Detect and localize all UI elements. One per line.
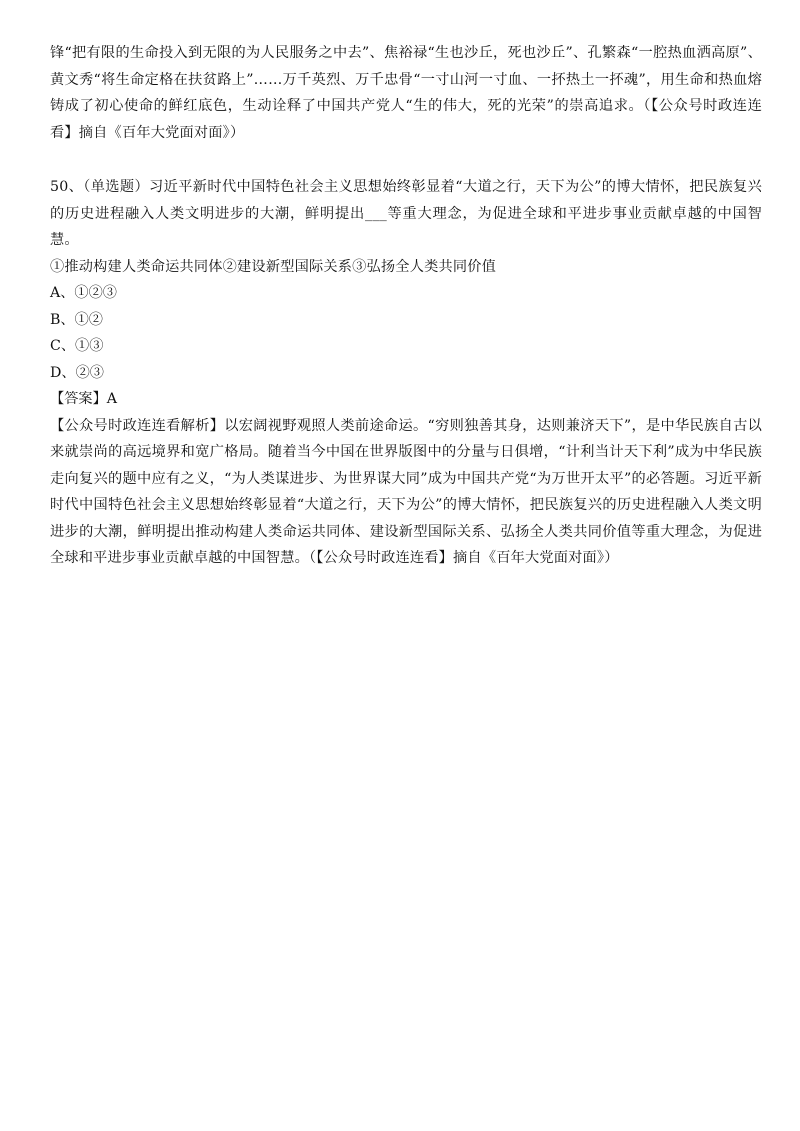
analysis-paragraph: 【公众号时政连连看解析】以宏阔视野观照人类前途命运。“穷则独善其身，达则兼济天下”，是中华民族自古以来就崇尚的高远境界和宽广格局。随着当今中国在世界版图中的分量与日俱增，“计利当计天下利”成为中华民族走向复兴的题中应有之义，“为人类谋进步、为世界谋大同”成为中国共产党“为万世开太平”的必答题。习近平新时代中国特色社会主义思想始终彰显着“大道之行，天下为公”的博大情怀，把民族复兴的历史进程融入人类文明进步的大潮，鲜明提出推动构建人类命运共同体、建设新型国际关系、弘扬全人类共同价值等重大理念，为促进全球和平进步事业贡献卓越的中国智慧。（【公众号时政连连看】摘自《百年大党面对面》） bbox=[50, 417, 762, 566]
option-b: B、①② bbox=[50, 311, 103, 328]
option-a: A、①②③ bbox=[50, 285, 117, 301]
question-stem: 50、（单选题）习近平新时代中国特色社会主义思想始终彰显着“大道之行，天下为公”的博大情怀，把民族复兴的历史进程融入人类文明进步的大潮，鲜明提出___等重大理念，为促进全球和平进步事业贡献卓越的中国智慧。 bbox=[50, 179, 762, 248]
paragraph-gap bbox=[50, 146, 762, 174]
document-page bbox=[50, 40, 762, 572]
option-d: D、②③ bbox=[50, 364, 104, 381]
option-c: C、①③ bbox=[50, 338, 104, 354]
answer-line: 【答案】A bbox=[50, 391, 117, 407]
question-statements: ①推动构建人类命运共同体②建设新型国际关系③弘扬全人类共同价值 bbox=[50, 258, 497, 275]
previous-answer-paragraph: 锋“把有限的生命投入到无限的为人民服务之中去”、焦裕禄“生也沙丘，死也沙丘”、孔繁森“一腔热血洒高原”、黄文秀“将生命定格在扶贫路上”……万千英烈、万千忠骨“一寸山河一寸血、一抔热土一抔魂”，用生命和热血熔铸成了初心使命的鲜红底色，生动诠释了中国共产党人“生的伟大，死的光荣”的崇高追求。（【公众号时政连连看】摘自《百年大党面对面》） bbox=[50, 45, 762, 141]
